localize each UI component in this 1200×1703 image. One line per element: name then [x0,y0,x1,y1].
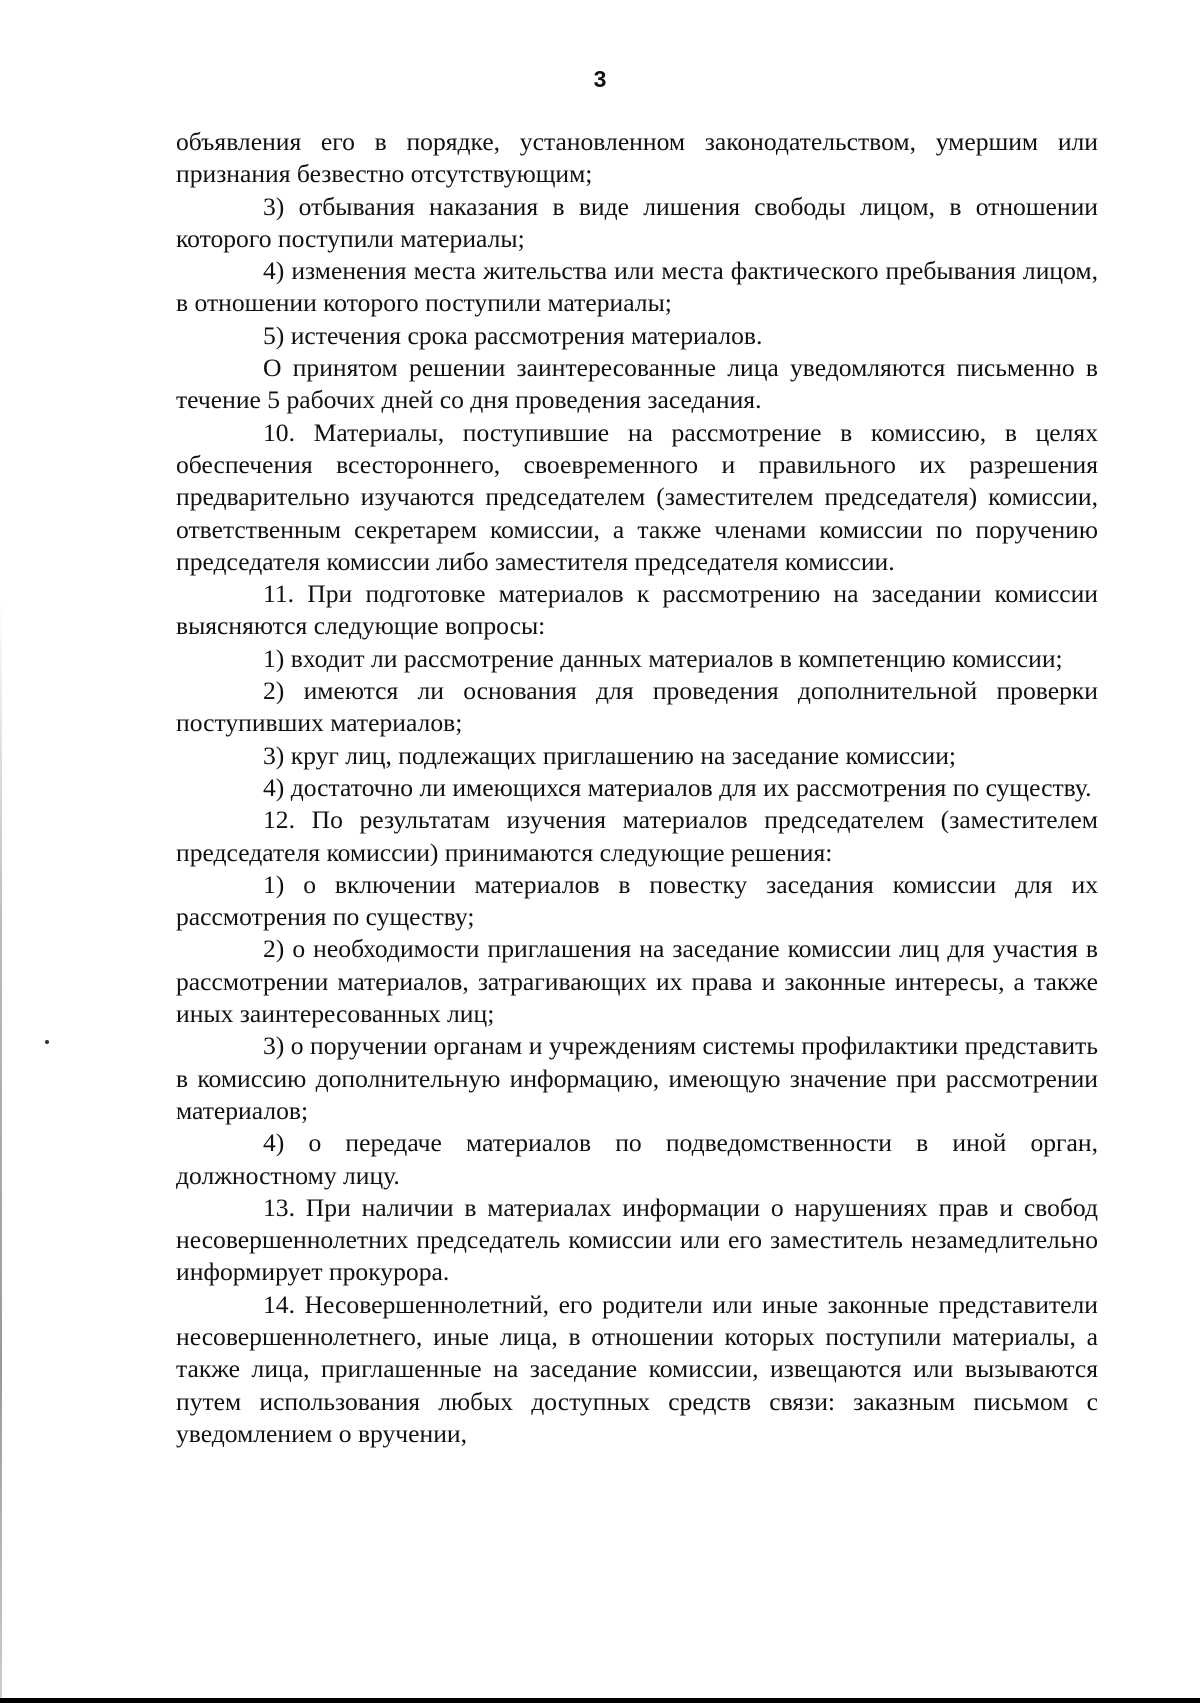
paragraph-clause-11-item-2: 2) имеются ли основания для проведения дополнительной проверки поступивших материалов; [176,676,1098,738]
paragraph-continuation: объявления его в порядке, установленном законодательством, умершим или признания безвестно отсутствующим; [176,127,1098,189]
paragraph-clause-10: 10. Материалы, поступившие на рассмотрение в комиссию, в целях обеспечения всестороннего, своевременного и правильного их разрешения предварительно изучаются председателем (заместителем председателя) комиссии, ответственным секретарем комиссии, а также членами комиссии по поручению председателя комиссии либо заместителя председателя комиссии. [176,417,1098,576]
paragraph-clause-11-item-3: 3) круг лиц, подлежащих приглашению на заседание комиссии; [263,740,957,770]
page-number: 3 [593,66,607,92]
paragraph-clause-11-item-4: 4) достаточно ли имеющихся материалов для их рассмотрения по существу. [263,772,1092,802]
scan-left-edge [0,600,2,1700]
paragraph-item-3-serving-sentence: 3) отбывания наказания в виде лишения свободы лицом, в отношении которого поступили материалы; [176,191,1098,253]
document-body [176,126,1098,1450]
paragraph-clause-12: 12. По результатам изучения материалов председателем (заместителем председателя комиссии) принимаются следующие решения: [176,805,1098,867]
paragraph-clause-12-item-1: 1) о включении материалов в повестку заседания комиссии для их рассмотрения по существу; [176,869,1098,932]
paragraph-notification: О принятом решении заинтересованные лица уведомляются письменно в течение 5 рабочих дней со дня проведения заседания. [176,353,1098,415]
paragraph-item-4-change-residence: 4) изменения места жительства или места фактического пребывания лицом, в отношении которого поступили материалы; [176,256,1098,318]
paragraph-clause-14: 14. Несовершеннолетний, его родители или иные законные представители несовершеннолетнего, иные лица, в отношении которых поступили материалы, а также лица, приглашенные на заседание комиссии, извещаются или вызываются путем использования любых доступных средств связи: заказным письмом с уведомлением о вручении, [176,1289,1098,1448]
paragraph-clause-11: 11. При подготовке материалов к рассмотрению на заседании комиссии выясняются следующие вопросы: [176,579,1098,641]
paragraph-clause-13: 13. При наличии в материалах информации о нарушениях прав и свобод несовершеннолетних председатель комиссии или его заместитель незамедлительно информирует прокурора. [176,1192,1098,1287]
paragraph-clause-12-item-4: 4) о передаче материалов по подведомственности в иной орган, должностному лицу. [176,1128,1098,1190]
scan-speck [45,1040,49,1044]
paragraph-item-5-term-expiry: 5) истечения срока рассмотрения материалов. [263,320,763,350]
paragraph-clause-12-item-2: 2) о необходимости приглашения на заседание комиссии лиц для участия в рассмотрении материалов, затрагивающих их права и законные интересы, а также иных заинтересованных лиц; [176,934,1098,1029]
paragraph-clause-11-item-1: 1) входит ли рассмотрение данных материалов в компетенцию комиссии; [263,643,1063,673]
scan-bottom-edge [0,1698,1200,1703]
paragraph-clause-12-item-3: 3) о поручении органам и учреждениям системы профилактики представить в комиссию дополнительную информацию, имеющую значение при рассмотрении материалов; [176,1031,1098,1125]
